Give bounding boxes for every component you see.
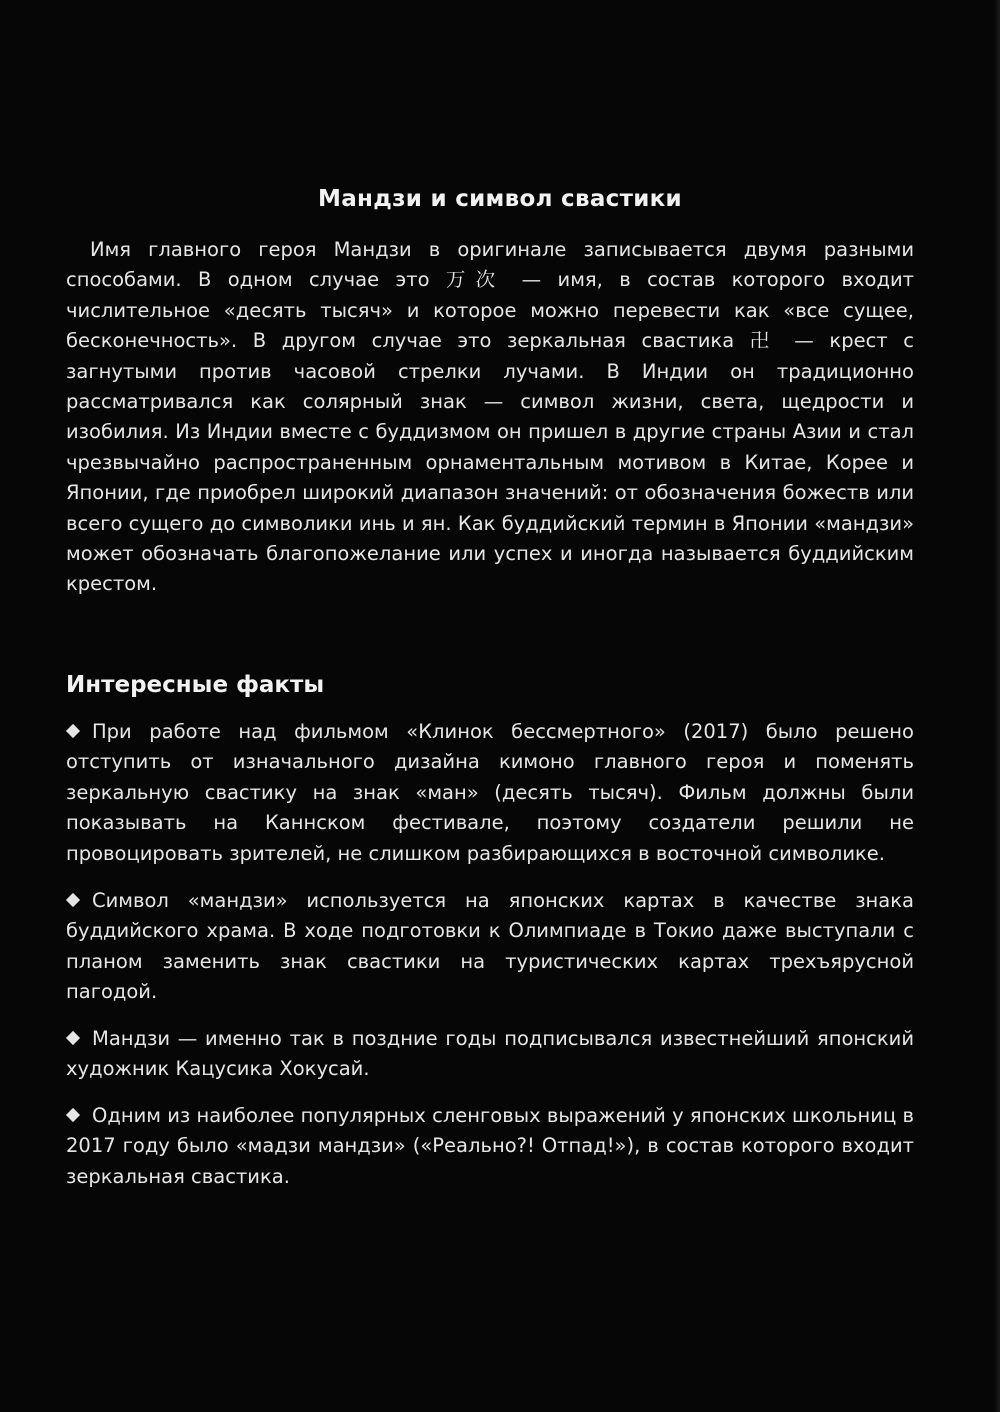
fact-item xyxy=(66,1024,914,1085)
fact-text: Мандзи — именно так в поздние годы подписывался известнейший японский художник Кацусика Хокусай. xyxy=(66,1027,914,1081)
facts-heading: Интересные факты xyxy=(66,672,325,698)
section-title: Мандзи и символ свастики xyxy=(318,186,682,212)
diamond-bullet-icon xyxy=(66,1108,80,1122)
diamond-bullet-icon xyxy=(66,1031,80,1045)
fact-item xyxy=(66,717,914,869)
fact-item xyxy=(66,886,914,1008)
intro-paragraph: Имя главного героя Мандзи в оригинале записывается двумя разными способами. В одном случае это 万次 — имя, в состав которого входит числительное «десять тысяч» и которое можно перевести как «все сущее, бесконечность». В другом случае это зеркальная свастика 卍 — крест с загнутыми против часовой стрелки лучами. В Индии он традиционно рассматривался как солярный знак — символ жизни, света, щедрости и изобилия. Из Индии вместе с буддизмом он пришел в другие страны Азии и стал чрезвычайно распространенным орнаментальным мотивом в Китае, Корее и Японии, где приобрел широкий диапазон значений: от обозначения божеств или всего сущего до символики инь и ян. Как буддийский термин в Японии «мандзи» может обозначать благопожелание или успех и иногда называется буддийским крестом. xyxy=(66,238,914,596)
diamond-bullet-icon xyxy=(66,724,80,738)
fact-text: Символ «мандзи» используется на японских картах в качестве знака буддийского храма. В ходе подготовки к Олимпиаде в Токио даже выступали с планом заменить знак свастики на туристических картах трехъярусной пагодой. xyxy=(66,889,914,1004)
fact-text: Одним из наиболее популярных сленговых выражений у японских школьниц в 2017 году было «мадзи мандзи» («Реально?! Отпад!»), в состав которого входит зеркальная свастика. xyxy=(66,1104,914,1188)
fact-item xyxy=(66,1101,914,1192)
fact-text: При работе над фильмом «Клинок бессмертного» (2017) было решено отступить от изначального дизайна кимоно главного героя и поменять зеркальную свастику на знак «ман» (десять тысяч). Фильм должны были показывать на Каннском фестивале, поэтому создатели решили не провоцировать зрителей, не слишком разбирающихся в восточной символике. xyxy=(66,720,914,865)
diamond-bullet-icon xyxy=(66,893,80,907)
